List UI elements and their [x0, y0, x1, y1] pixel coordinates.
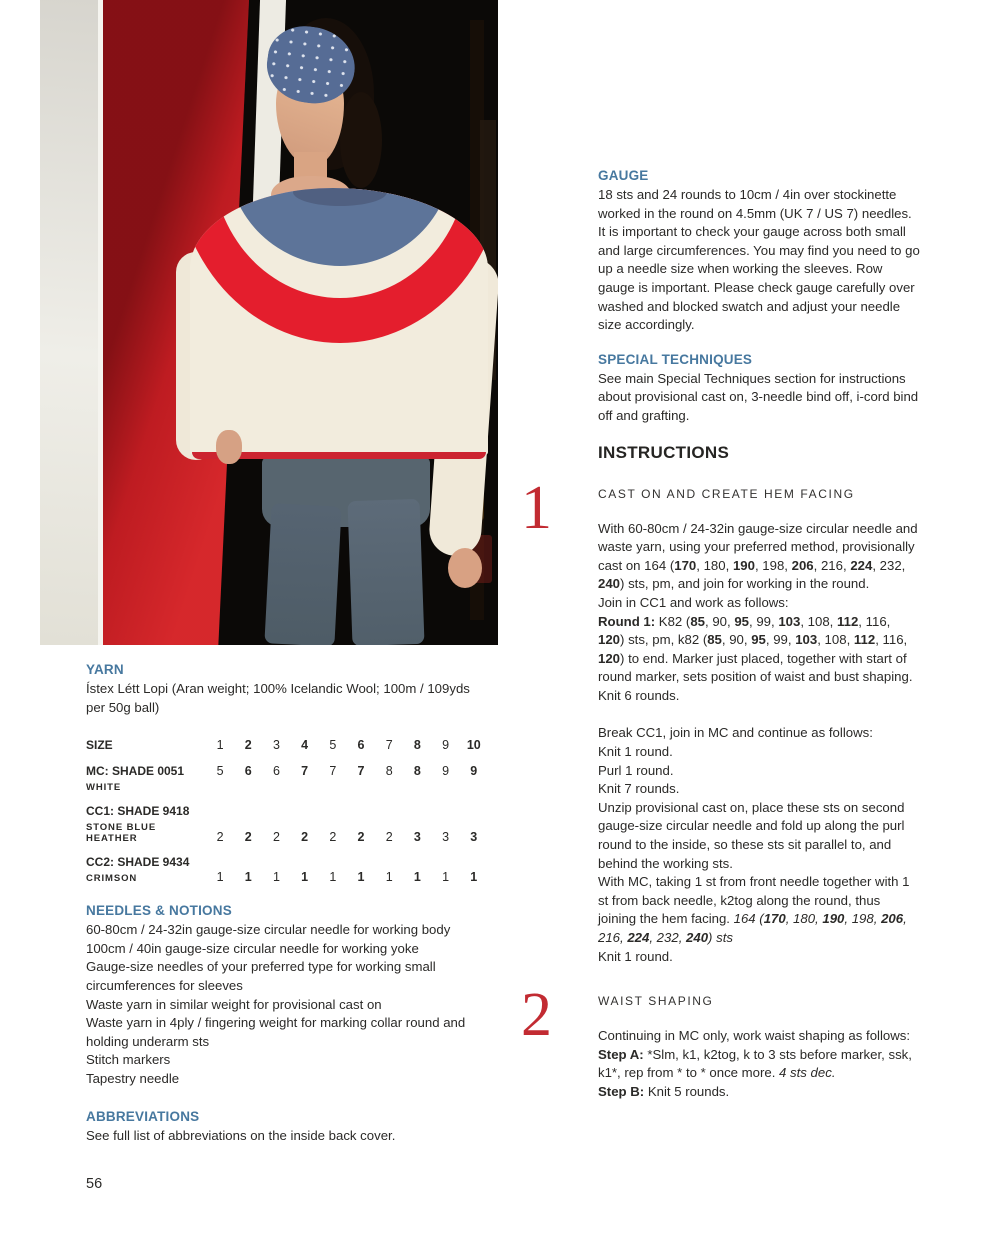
needles-section — [86, 903, 488, 1088]
step-2 — [521, 981, 920, 1101]
ball-count: 3 — [442, 830, 450, 845]
instruction-paragraph: Step A: *Slm, k1, k2tog, k to 3 sts before marker, ssk, k1*, rep from * to * once more. 4 sts dec. — [598, 1046, 912, 1081]
needles-title: NEEDLES & NOTIONS — [86, 903, 232, 919]
ball-count: 2 — [244, 830, 252, 845]
notions-item: Waste yarn in 4ply / fingering weight for marking collar round and holding underarm sts — [86, 1015, 466, 1049]
notions-item: Waste yarn in similar weight for provisional cast on — [86, 996, 382, 1012]
yarn-section — [86, 662, 488, 884]
ball-count: 6 — [244, 764, 252, 779]
yarn-description: Ístex Létt Lopi (Aran weight; 100% Icelandic Wool; 100m / 109yds per 50g ball) — [86, 681, 470, 715]
size-cell: 8 — [413, 738, 421, 753]
table-row-cc2 — [86, 855, 488, 884]
yarn-shade-name: WHITE — [86, 782, 122, 794]
instruction-paragraph: Break CC1, join in MC and continue as follows: — [598, 725, 873, 741]
ball-count: 1 — [442, 870, 450, 885]
right-column — [521, 168, 920, 1102]
ball-count: 1 — [413, 870, 421, 885]
left-column — [86, 662, 488, 1145]
yarn-title: YARN — [86, 662, 124, 677]
yarn-shade-name: STONE BLUE HEATHER — [86, 822, 157, 845]
notions-item: Tapestry needle — [86, 1070, 180, 1086]
instruction-paragraph: Join in CC1 and work as follows: — [598, 594, 789, 610]
size-cell: 5 — [329, 738, 337, 753]
ball-count: 2 — [301, 830, 309, 845]
sweater-body — [190, 188, 488, 456]
ball-count: 8 — [413, 764, 421, 779]
size-cell: 7 — [385, 738, 393, 753]
ball-count: 2 — [272, 830, 280, 845]
jeans-leg-left — [264, 503, 341, 645]
yarn-table — [86, 738, 488, 884]
size-cell: 1 — [216, 738, 224, 753]
yarn-shade-label: CC1: SHADE 9418 — [86, 804, 190, 819]
instruction-paragraph: With MC, taking 1 st from front needle together with 1 st from back needle, k2tog along the round, thus joining the hem facing. 164 (170, 180, 190, 198, 206, 216, 224, 232, 240) sts — [598, 874, 910, 945]
abbreviations-section — [86, 1109, 488, 1146]
model-hand-left — [216, 430, 242, 464]
ball-count: 7 — [301, 764, 309, 779]
ball-count: 3 — [413, 830, 421, 845]
ball-count: 1 — [470, 870, 478, 885]
special-techniques-text: See main Special Techniques section for instructions about provisional cast on, 3-needle bind off, i-cord bind off and grafting. — [598, 370, 919, 423]
size-cell: 10 — [466, 738, 481, 753]
ball-count: 3 — [470, 830, 478, 845]
instruction-paragraph: Unzip provisional cast on, place these sts on second gauge-size circular needle and fold up along the purl round to the inside, so these sts sit parallel to, and behind the working sts. — [598, 799, 905, 871]
ball-count: 2 — [385, 830, 393, 845]
gauge-text: 18 sts and 24 rounds to 10cm / 4in over stockinette worked in the round on 4.5mm (UK 7 / US 7) needles. It is important to check your gauge across both small and large circumferences. You may find you need to go up a needle size when working the sleeves. Row gauge is important. Please check gauge carefully over washed and blocked swatch and adjust your needle size accordingly. — [598, 187, 920, 333]
special-techniques-section — [598, 352, 920, 426]
ball-count: 6 — [272, 764, 280, 779]
size-label: SIZE — [86, 738, 113, 753]
instruction-paragraph: Knit 1 round. — [598, 948, 673, 964]
page-number: 56 — [86, 1176, 103, 1192]
ball-count: 2 — [216, 830, 224, 845]
table-row-cc1 — [86, 804, 488, 844]
ball-count: 1 — [301, 870, 309, 885]
gauge-title: GAUGE — [598, 168, 649, 183]
step-1 — [521, 473, 920, 967]
ball-count: 5 — [216, 764, 224, 779]
ball-count: 9 — [442, 764, 450, 779]
abbreviations-title: ABBREVIATIONS — [86, 1108, 200, 1124]
ball-count: 8 — [385, 764, 393, 779]
instruction-paragraph: Knit 7 rounds. — [598, 781, 680, 797]
ball-count: 1 — [244, 870, 252, 885]
step-number: 2 — [521, 981, 552, 1050]
model-hand-right — [448, 548, 482, 588]
ball-count: 1 — [272, 870, 280, 885]
table-row-size — [86, 738, 488, 752]
ball-count: 1 — [216, 870, 224, 885]
jeans-leg-right — [347, 499, 424, 645]
instruction-paragraph: Knit 6 rounds. — [598, 687, 680, 703]
ball-count: 7 — [357, 764, 365, 779]
ball-count: 2 — [329, 830, 337, 845]
abbreviations-text: See full list of abbreviations on the inside back cover. — [86, 1127, 396, 1143]
size-cell: 4 — [301, 738, 309, 753]
ball-count: 7 — [329, 764, 337, 779]
instructions-title: INSTRUCTIONS — [598, 442, 730, 462]
ball-count: 1 — [329, 870, 337, 885]
table-row-mc — [86, 764, 488, 793]
instruction-paragraph: With 60-80cm / 24-32in gauge-size circular needle and waste yarn, using your preferred method, provisionally cast on 164 (170, 180, 190, 198, 206, 216, 224, 232, 240) sts, pm, and join for working in the round. — [598, 520, 918, 592]
ball-count: 1 — [357, 870, 365, 885]
size-cell: 2 — [244, 738, 252, 753]
notions-item: 100cm / 40in gauge-size circular needle for working yoke — [86, 940, 419, 956]
pattern-photo — [40, 0, 498, 645]
notions-item: 60-80cm / 24-32in gauge-size circular needle for working body — [86, 922, 451, 938]
size-cell: 3 — [272, 738, 280, 753]
gauge-section — [598, 168, 920, 335]
model-hair — [340, 92, 382, 188]
size-cell: 9 — [442, 738, 450, 753]
yarn-shade-name: CRIMSON — [86, 873, 138, 885]
instruction-paragraph: Purl 1 round. — [598, 762, 674, 778]
step-heading: WAIST SHAPING — [598, 994, 714, 1009]
white-wall — [40, 0, 102, 645]
instruction-paragraph: Continuing in MC only, work waist shaping as follows: — [598, 1028, 910, 1044]
size-cell: 6 — [357, 738, 365, 753]
instruction-paragraph: Step B: Knit 5 rounds. — [598, 1083, 730, 1099]
special-techniques-title: SPECIAL TECHNIQUES — [598, 351, 753, 367]
ball-count: 9 — [470, 764, 478, 779]
notions-item: Stitch markers — [86, 1052, 171, 1068]
ball-count: 2 — [357, 830, 365, 845]
ball-count: 1 — [385, 870, 393, 885]
step-number: 1 — [521, 473, 552, 542]
notions-item: Gauge-size needles of your preferred type for working small circumferences for sleeves — [86, 959, 436, 993]
instruction-paragraph: Knit 1 round. — [598, 744, 673, 760]
yarn-shade-label: MC: SHADE 0051 — [86, 764, 185, 779]
instruction-paragraph: Round 1: K82 (85, 90, 95, 99, 103, 108, 112, 116, 120) sts, pm, k82 (85, 90, 95, 99, 103, 108, 112, 116, 120) to end. Marker just placed, together with start of round marker, sets position of waist and bust shaping. — [598, 613, 913, 685]
yarn-shade-label: CC2: SHADE 9434 — [86, 855, 190, 870]
step-heading: CAST ON AND CREATE HEM FACING — [598, 486, 855, 501]
